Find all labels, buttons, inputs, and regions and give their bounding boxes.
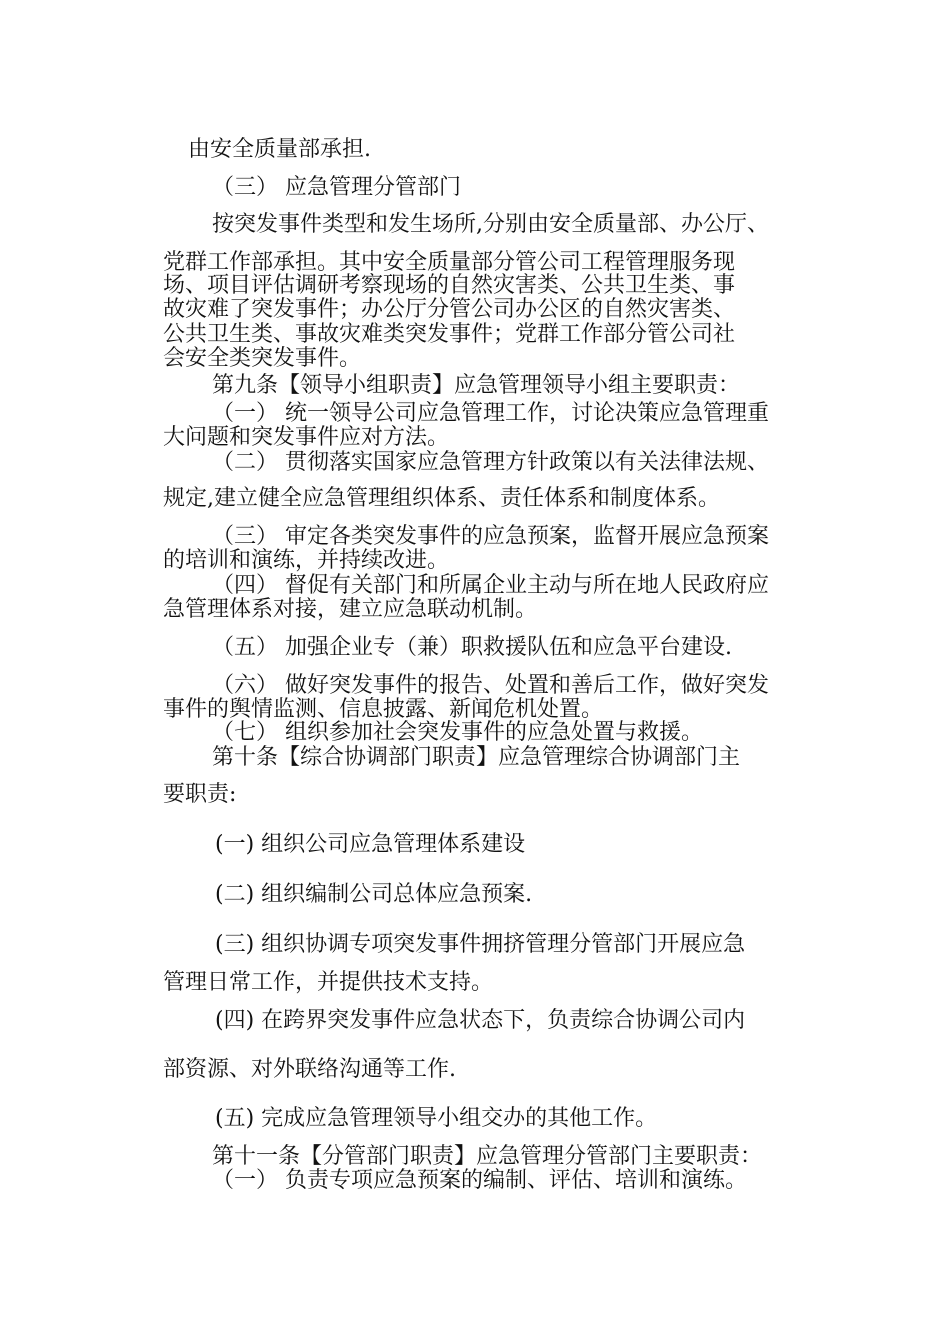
text-line: （七） 组织参加社会突发事件的应急处置与救援。 xyxy=(212,720,703,745)
text-line: （三） 审定各类突发事件的应急预案，监督开展应急预案 xyxy=(212,524,769,549)
list-item: (五) 完成应急管理领导小组交办的其他工作。 xyxy=(215,1106,658,1131)
text-line: 要职责: xyxy=(163,782,237,807)
text-line: 急管理体系对接，建立应急联动机制。 xyxy=(163,597,538,622)
text-line: 场、项目评估调研考察现场的自然灾害类、公共卫生类、事 xyxy=(163,273,736,298)
text-line: 大问题和突发事件应对方法。 xyxy=(163,425,450,450)
text-line: 党群工作部承担。其中安全质量部分管公司工程管理服务现 xyxy=(163,250,736,275)
text-line: 由安全质量部承担. xyxy=(188,137,371,162)
text-line: （四） 督促有关部门和所属企业主动与所在地人民政府应 xyxy=(212,573,769,598)
text-line: （一） 统一领导公司应急管理工作，讨论决策应急管理重 xyxy=(212,401,769,426)
text-line: 部资源、对外联络沟通等工作. xyxy=(163,1057,456,1082)
text-line: 的培训和演练，并持续改进。 xyxy=(163,548,450,573)
list-item: (三) 组织协调专项突发事件拥挤管理分管部门开展应急 xyxy=(215,932,746,957)
text-line: 规定,建立健全应急管理组织体系、责任体系和制度体系。 xyxy=(163,486,720,511)
text-line: 故灾难了突发事件；办公厅分管公司办公区的自然灾害类、 xyxy=(163,297,736,322)
article-heading: 第十条【综合协调部门职责】应急管理综合协调部门主 xyxy=(212,745,741,770)
text-line: 公共卫生类、事故灾难类突发事件；党群工作部分管公司社 xyxy=(163,322,736,347)
text-line: （五） 加强企业专（兼）职救援队伍和应急平台建设. xyxy=(212,635,732,660)
text-line: （一） 负责专项应急预案的编制、评估、培训和演练。 xyxy=(212,1168,747,1193)
list-item: (一) 组织公司应急管理体系建设 xyxy=(215,832,526,857)
text-line: （二） 贯彻落实国家应急管理方针政策以有关法律法规、 xyxy=(212,450,769,475)
text-line: （六） 做好突发事件的报告、处置和善后工作，做好突发 xyxy=(212,673,769,698)
list-item: (四) 在跨界突发事件应急状态下，负责综合协调公司内 xyxy=(215,1008,746,1033)
text-line: 事件的舆情监测、信息披露、新闻危机处置。 xyxy=(163,697,604,722)
text-line: 按突发事件类型和发生场所,分别由安全质量部、办公厅、 xyxy=(212,212,769,237)
text-line: 管理日常工作，并提供技术支持。 xyxy=(163,970,494,995)
text-line: 会安全类突发事件。 xyxy=(163,346,362,371)
section-heading: （三） 应急管理分管部门 xyxy=(212,175,461,200)
list-item: (二) 组织编制公司总体应急预案. xyxy=(215,882,533,907)
article-heading: 第九条【领导小组职责】应急管理领导小组主要职责： xyxy=(212,373,741,398)
article-heading: 第十一条【分管部门职责】应急管理分管部门主要职责： xyxy=(212,1144,763,1169)
